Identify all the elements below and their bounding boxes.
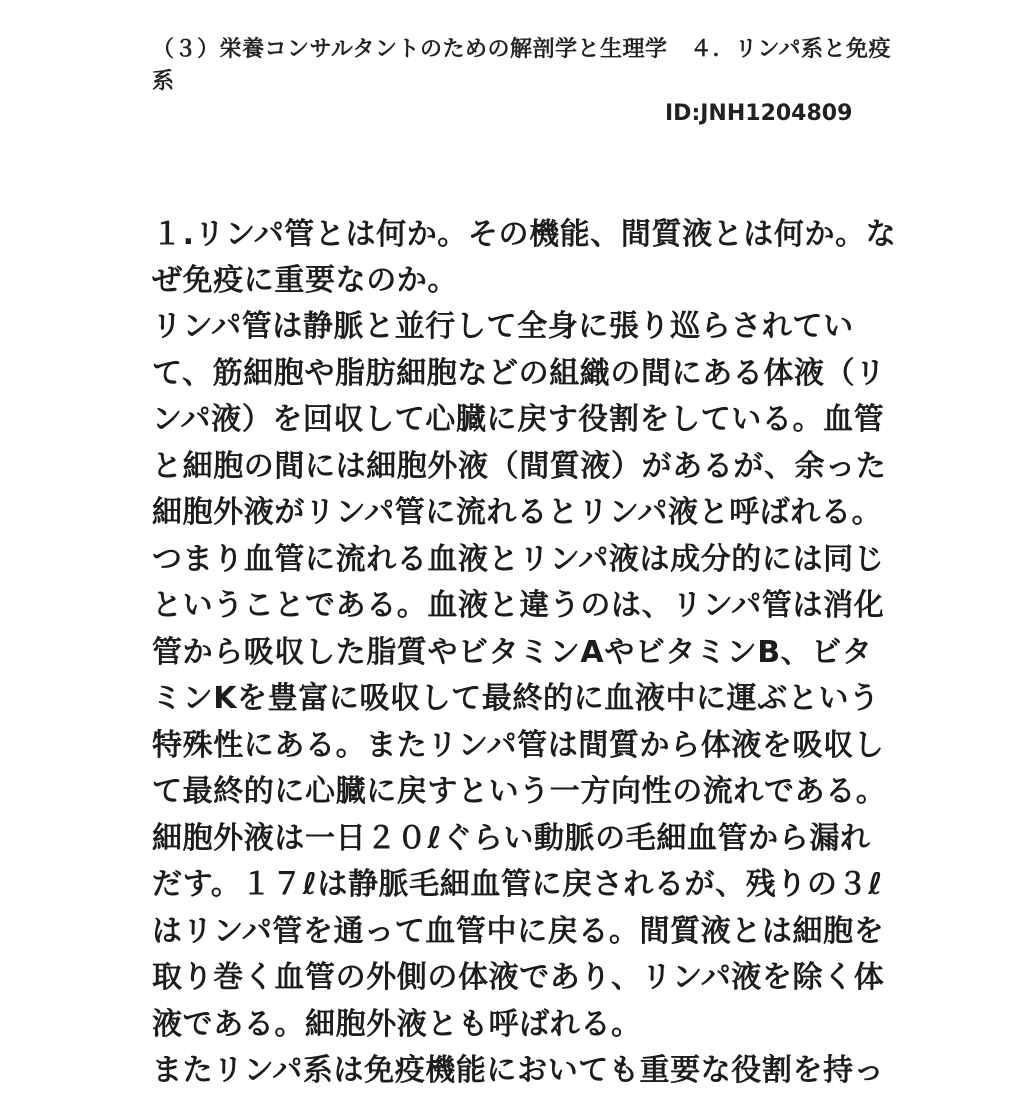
document-body: [152, 212, 900, 1095]
answer-paragraph: リンパ管は静脈と並行して全身に張り巡らされていて、筋細胞や脂肪細胞などの組織の間にある体液（リンパ液）を回収して心臓に戻す役割をしている。血管と細胞の間には細胞外液（間質液）があるが、余った細胞外液がリンパ管に流れるとリンパ液と呼ばれる。つまり血管に流れる血液とリンパ液は成分的には同じということである。血液と違うのは、リンパ管は消化管から吸収した脂質やビタミンAやビタミンB、ビタミンKを豊富に吸収して最終的に血液中に運ぶという特殊性にある。またリンパ管は間質から体液を吸収して最終的に心臓に戻すという一方向性の流れである。細胞外液は一日２０ℓぐらい動脈の毛細血管から漏れだす。１７ℓは静脈毛細血管に戻されるが、残りの３ℓはリンパ管を通って血管中に戻る。間質液とは細胞を取り巻く血管の外側の体液であり、リンパ液を除く体液である。細胞外液とも呼ばれる。: [152, 309, 887, 1042]
document-title: （３）栄養コンサルタントのための解剖学と生理学 ４．リンパ系と免疫系: [152, 37, 891, 94]
answer-paragraph-continued: またリンパ系は免疫機能においても重要な役割を持っ: [152, 1053, 885, 1088]
document-id: ID:JNH1204809: [665, 101, 853, 126]
question-heading: １.リンパ管とは何か。その機能、間質液とは何か。なぜ免疫に重要なのか。: [152, 217, 897, 298]
